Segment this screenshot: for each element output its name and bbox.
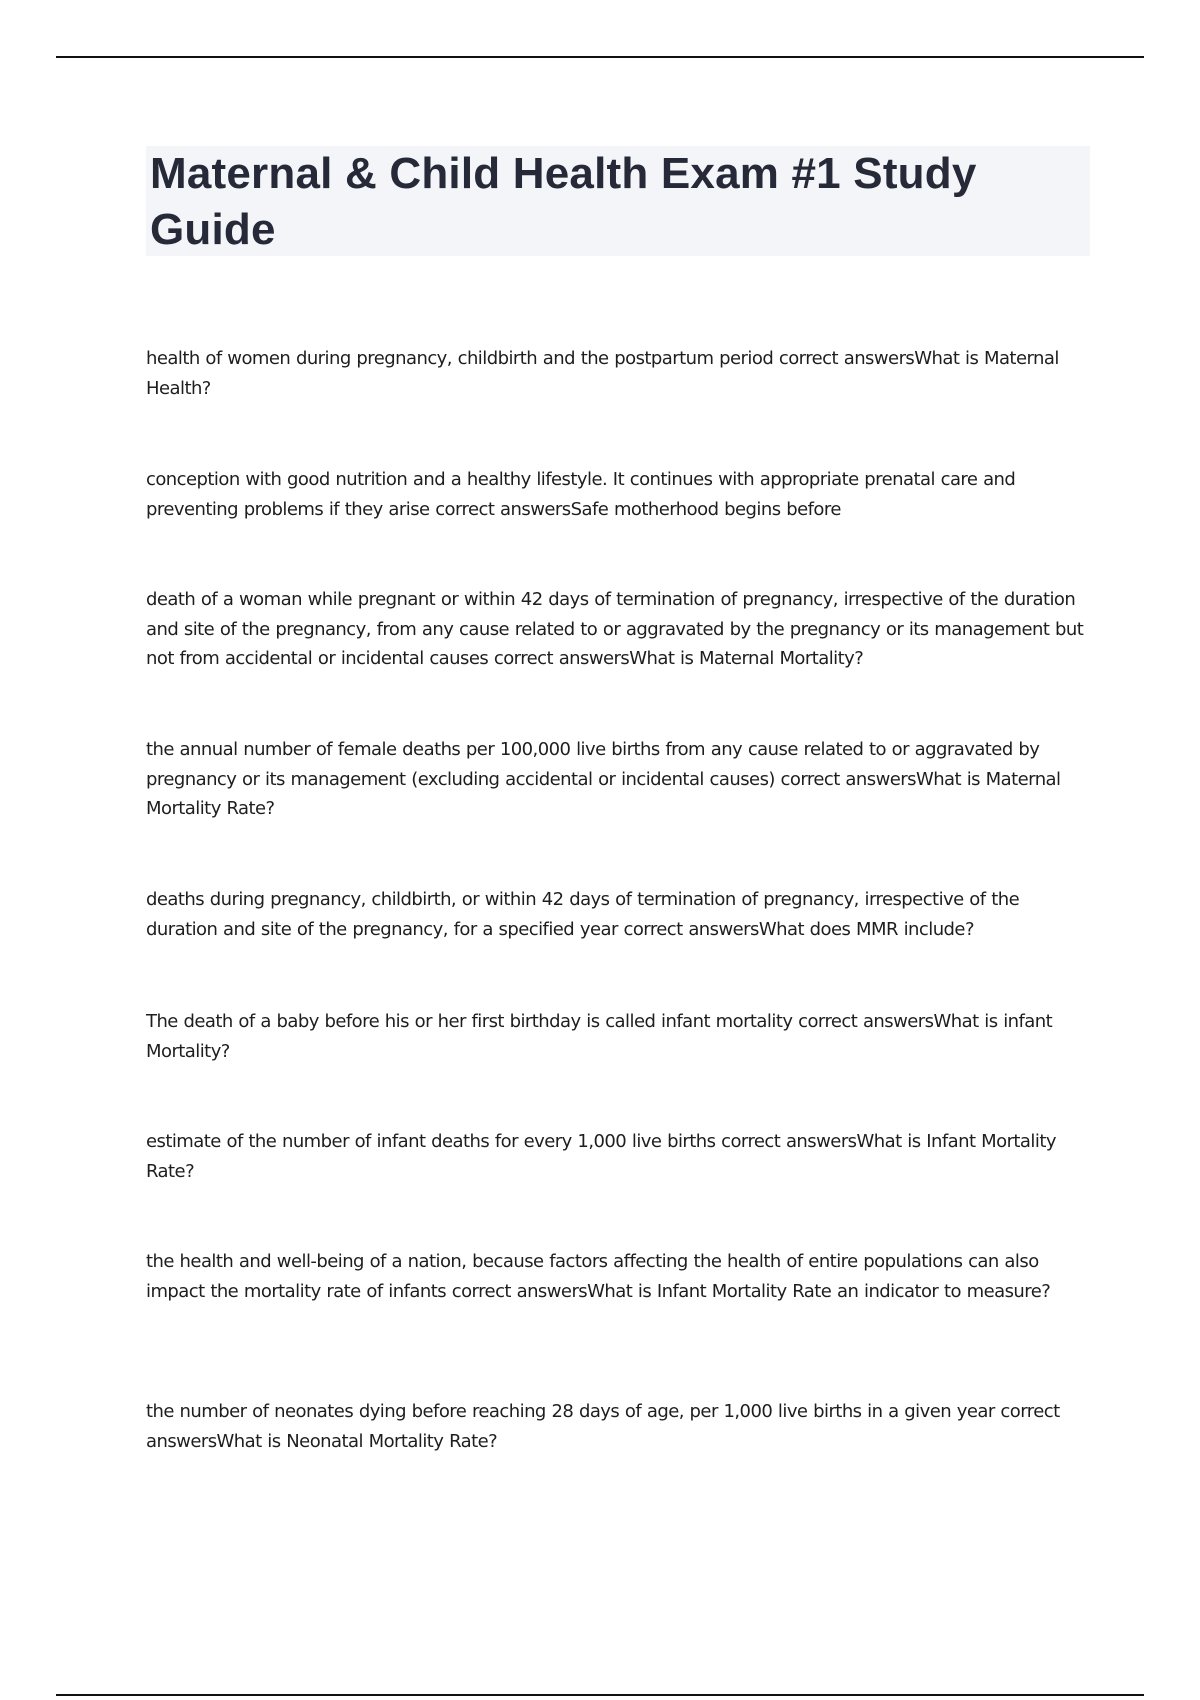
entry-8: the health and well-being of a nation, because factors affecting the health of entire populations can also impact the mortality rate of infants correct answersWhat is Infant Mortality Rate an indicator to measure?: [146, 1251, 1051, 1302]
page-title: Maternal & Child Health Exam #1 Study Guide: [150, 149, 977, 254]
entry-3: death of a woman while pregnant or within 42 days of termination of pregnancy, irrespective of the duration and site of the pregnancy, from any cause related to or aggravated by the pregnancy or its management but not from accidental or incidental causes correct answersWhat is Maternal Mortality?: [146, 589, 1084, 669]
entry-5: deaths during pregnancy, childbirth, or within 42 days of termination of pregnancy, irrespective of the duration and site of the pregnancy, for a specified year correct answersWhat does MMR include?: [146, 889, 1020, 940]
bottom-rule: [56, 1694, 1144, 1696]
title-block: [146, 146, 1090, 256]
top-rule: [56, 56, 1144, 58]
entry-1: health of women during pregnancy, childbirth and the postpartum period correct answersWhat is Maternal Health?: [146, 348, 1059, 399]
entry-6: The death of a baby before his or her first birthday is called infant mortality correct answersWhat is infant Mortality?: [146, 1011, 1053, 1062]
entry-4: the annual number of female deaths per 100,000 live births from any cause related to or aggravated by pregnancy or its management (excluding accidental or incidental causes) correct answersWhat is Maternal Mortality Rate?: [146, 739, 1061, 819]
entry-7: estimate of the number of infant deaths for every 1,000 live births correct answersWhat is Infant Mortality Rate?: [146, 1131, 1056, 1182]
entry-2: conception with good nutrition and a healthy lifestyle. It continues with appropriate prenatal care and preventing problems if they arise correct answersSafe motherhood begins before: [146, 469, 1016, 520]
entry-9: the number of neonates dying before reaching 28 days of age, per 1,000 live births in a given year correct answersWhat is Neonatal Mortality Rate?: [146, 1401, 1060, 1452]
